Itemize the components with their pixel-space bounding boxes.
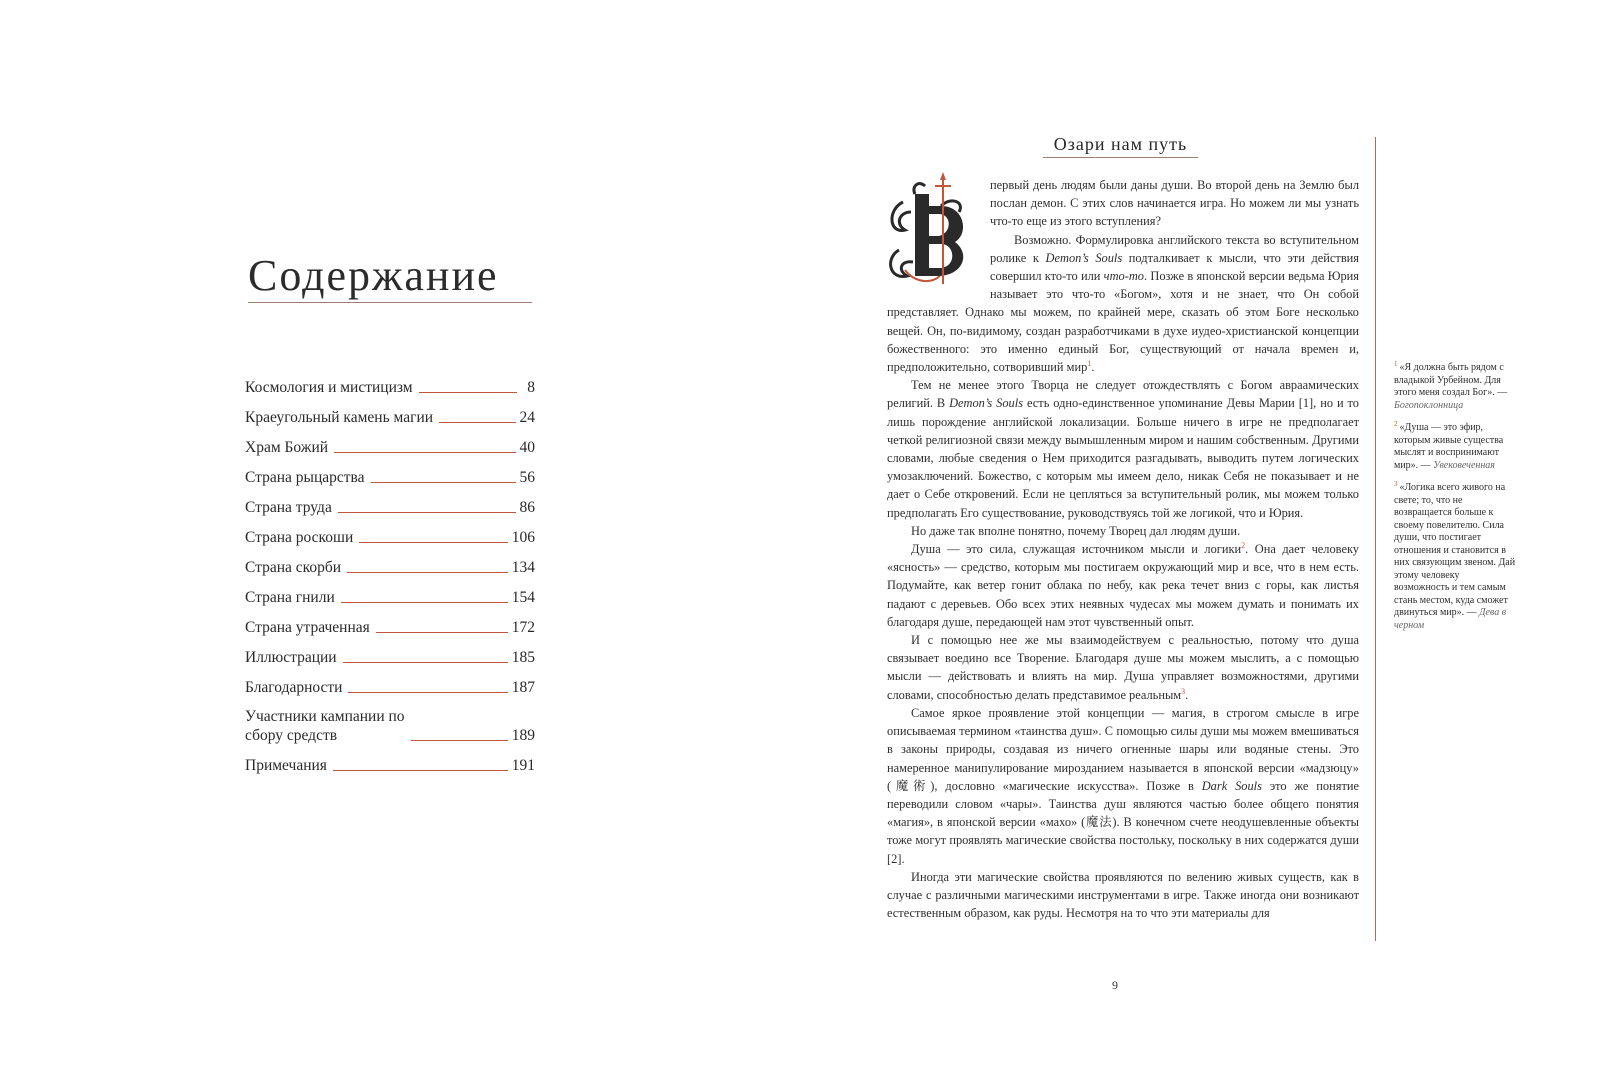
toc-entry[interactable] bbox=[245, 745, 535, 775]
toc-entry-label: Космология и мистицизм bbox=[245, 379, 413, 396]
toc-leader-line bbox=[359, 542, 507, 543]
title-italic: Demon’s Souls bbox=[949, 396, 1024, 411]
toc-leader-line bbox=[333, 770, 508, 771]
toc-entry-label: Страна гнили bbox=[245, 589, 335, 606]
paragraph: Возможно. Формулировка английского текста во вступительном ролике к Demon’s Souls подталкивает к мысли, что эти действия совершил кто-то или что-то. Позже в японской версии ведьма Юрия называет это что-то «Богом», хотя и не знает, что Он собой представляет. Однако мы можем, по крайней мере, сказать об этом Боге несколько вещей. Он, по-видимому, создан разработчиками в духе иудео-христианской концепции божественного: это именно единый Бог, существующий от начала времен и, предположительно, сотворивший мир$^1$. bbox=[887, 232, 1360, 375]
toc-entry[interactable] bbox=[245, 487, 535, 517]
paragraph: Самое яркое проявление этой концепции — магия, в строгом смысле в игре описываемая термином «таинства душ». С помощью силы души мы можем вмешиваться в законы природы, создавая из ничего огненные шары или водяные стены. Это намеренное манипулирование мирозданием называется в японской версии «мадзюцу» (魔術), дословно «магические искусства». Позже в Dark Souls это же понятие переводили словом «чары». Таинства душ являются частью более общего понятия «магия», в японской версии «махо» (魔法). В конечном счете неодушевленные объекты тоже могут проявлять магические свойства постольку, поскольку в них содержатся души [2]. bbox=[887, 705, 1359, 866]
paragraph: Тем не менее этого Творца не следует отождествлять с Богом авраамических религий. В Demon’s Souls есть одно-единственное упоминание Девы Марии [1], но и то лишь порождение английской локализации. Больше ничего в игре не предполагает четкой религиозной связи между вымышленным миром и нашим собственным. Другими словами, любые сведения о Нем приходится разгадывать, выводить путем логических умозаключений. Божество, с которым мы имеем дело, никак Себя не показывает и не дает о Себе откровений. Если не цепляться за вступительный ролик, мы можем только предполагать Его существование, руководствуясь той же логикой, что и Юрия. bbox=[887, 378, 1359, 520]
toc-leader-line bbox=[376, 632, 508, 633]
toc-entry-label: Благодарности bbox=[245, 679, 343, 696]
side-note-number: 3 bbox=[1394, 479, 1398, 488]
paragraph: Иногда эти магические свойства проявляются по велению живых существ, как в случае с различными магическими инструментами в игре. Также иногда они возникают естественным образом, как руды. Несмотря на то что эти материалы для bbox=[887, 869, 1359, 921]
title-italic: Dark Souls bbox=[1201, 778, 1262, 793]
toc-entry[interactable] bbox=[245, 637, 535, 667]
paragraph: первый день людям были даны души. Во второй день на Землю был послан демон. С этих слов начинается игра. Но можем ли мы узнать что-то еще из этого вступления? bbox=[990, 178, 1359, 229]
toc-leader-line bbox=[348, 692, 507, 693]
toc-entry-page: 154 bbox=[511, 589, 535, 606]
chapter-title: Озари нам путь bbox=[1053, 134, 1188, 154]
toc-leader-line bbox=[341, 602, 508, 603]
side-note-source: Увековеченная bbox=[1433, 459, 1495, 471]
toc-entry-label: Страна утраченная bbox=[245, 619, 370, 636]
toc-leader-line bbox=[439, 422, 515, 423]
toc-entry-page: 8 bbox=[527, 379, 535, 396]
toc-entry-label: Страна роскоши bbox=[245, 529, 354, 546]
toc-leader-line bbox=[411, 740, 508, 741]
toc-entry-label: Участники кампании по сбору средств bbox=[245, 708, 405, 744]
toc-entry-page: 24 bbox=[519, 409, 535, 426]
toc-entry-page: 172 bbox=[511, 619, 535, 636]
side-note-source: Богопоклонница bbox=[1394, 399, 1464, 411]
toc-entry-page: 189 bbox=[511, 727, 535, 744]
chapter-title-underline bbox=[1043, 157, 1198, 158]
toc-entry-page: 86 bbox=[519, 499, 535, 516]
side-note: $^2$ «Душа — это эфир, которым живые существа мыслят и воспринимают мир». — Увековеченная bbox=[1394, 419, 1504, 471]
side-note-source: Дева в черном bbox=[1394, 607, 1507, 631]
toc-leader-line bbox=[419, 392, 517, 393]
paragraph: Но даже так вполне понятно, почему Творец дал людям души. bbox=[911, 523, 1241, 538]
toc-entry[interactable] bbox=[245, 457, 535, 487]
paragraph: Душа — это сила, служащая источником мысли и логики$^2$. Она дает человеку «ясность» — средство, которым мы постигаем окружающий мир и все, что в нем есть. Подумайте, как ветер гонит облака по небу, как река течет вниз с горы, как листья падают с деревьев. Обо всех этих неявных чудесах мы можем думать и понимать их благодаря душе, передающей нам этот чувственный опыт. bbox=[887, 540, 1359, 629]
toc-entry-page: 191 bbox=[511, 757, 535, 774]
toc-entry[interactable] bbox=[245, 607, 535, 637]
toc-entry-label: Страна труда bbox=[245, 499, 332, 516]
toc-entry-label: Страна скорби bbox=[245, 559, 342, 576]
toc-entry-page: 187 bbox=[511, 679, 535, 696]
toc-leader-line bbox=[334, 452, 515, 453]
toc-entry[interactable] bbox=[245, 547, 535, 577]
side-note-number: 1 bbox=[1394, 359, 1398, 368]
toc-entry-label: Иллюстрации bbox=[245, 649, 337, 666]
toc-entry[interactable] bbox=[245, 697, 535, 745]
body-text bbox=[887, 176, 1359, 922]
toc-entry-page: 185 bbox=[511, 649, 535, 666]
toc-leader-line bbox=[347, 572, 508, 573]
toc-entry[interactable] bbox=[245, 397, 535, 427]
footnote-marker: 3 bbox=[1181, 686, 1186, 696]
toc-entry-label: Храм Божий bbox=[245, 439, 329, 456]
toc-entry-label: Примечания bbox=[245, 757, 327, 774]
footnote-marker: 1 bbox=[1087, 358, 1092, 368]
table-of-contents bbox=[245, 367, 535, 775]
side-note-number: 2 bbox=[1394, 419, 1398, 428]
toc-heading bbox=[248, 250, 530, 303]
toc-title-underline bbox=[248, 302, 532, 303]
margin-divider bbox=[1375, 137, 1376, 941]
title-italic: Demon’s Souls bbox=[1045, 250, 1123, 265]
page-number: 9 bbox=[1112, 978, 1118, 992]
emphasis-italic: что-то bbox=[1103, 269, 1144, 284]
side-note: $^3$ «Логика всего живого на свете; то, что не возвращается больше к своему повелителю. Сила души, что постигает отношения и становится в них связующим звеном. Дай этому человеку возможность и тем самым стань местом, куда сможет двинуться мир». — Дева в черном bbox=[1394, 479, 1516, 631]
toc-entry-label: Страна рыцарства bbox=[245, 469, 365, 486]
toc-entry-page: 56 bbox=[519, 469, 535, 486]
drop-cap-space bbox=[887, 176, 990, 286]
toc-leader-line bbox=[371, 482, 516, 483]
toc-entry[interactable] bbox=[245, 667, 535, 697]
toc-leader-line bbox=[343, 662, 508, 663]
toc-entry-label: Краеугольный камень магии bbox=[245, 409, 434, 426]
toc-entry-page: 40 bbox=[519, 439, 535, 456]
toc-entry[interactable] bbox=[245, 577, 535, 607]
footnote-marker: 2 bbox=[1241, 540, 1246, 550]
toc-entry-page: 134 bbox=[511, 559, 535, 576]
side-notes bbox=[1394, 359, 1516, 642]
toc-entry-page: 106 bbox=[511, 529, 535, 546]
paragraph: И с помощью нее же мы взаимодействуем с реальностью, потому что душа связывает воедино все Творение. Благодаря душе мы можем мыслить, а с помощью мысли — действовать и влиять на мир. Душа управляет возможностями, другими словами, способностью делать представимое реальным$^3$. bbox=[887, 633, 1359, 702]
chapter-heading bbox=[1043, 132, 1198, 158]
side-note: $^1$ «Я должна быть рядом с владыкой Урбейном. Для этого меня создал Бог». — Богопоклонница bbox=[1394, 359, 1508, 411]
toc-entry[interactable] bbox=[245, 517, 535, 547]
toc-leader-line bbox=[338, 512, 516, 513]
toc-entry[interactable] bbox=[245, 367, 535, 397]
toc-entry[interactable] bbox=[245, 427, 535, 457]
toc-title: Содержание bbox=[248, 251, 499, 300]
